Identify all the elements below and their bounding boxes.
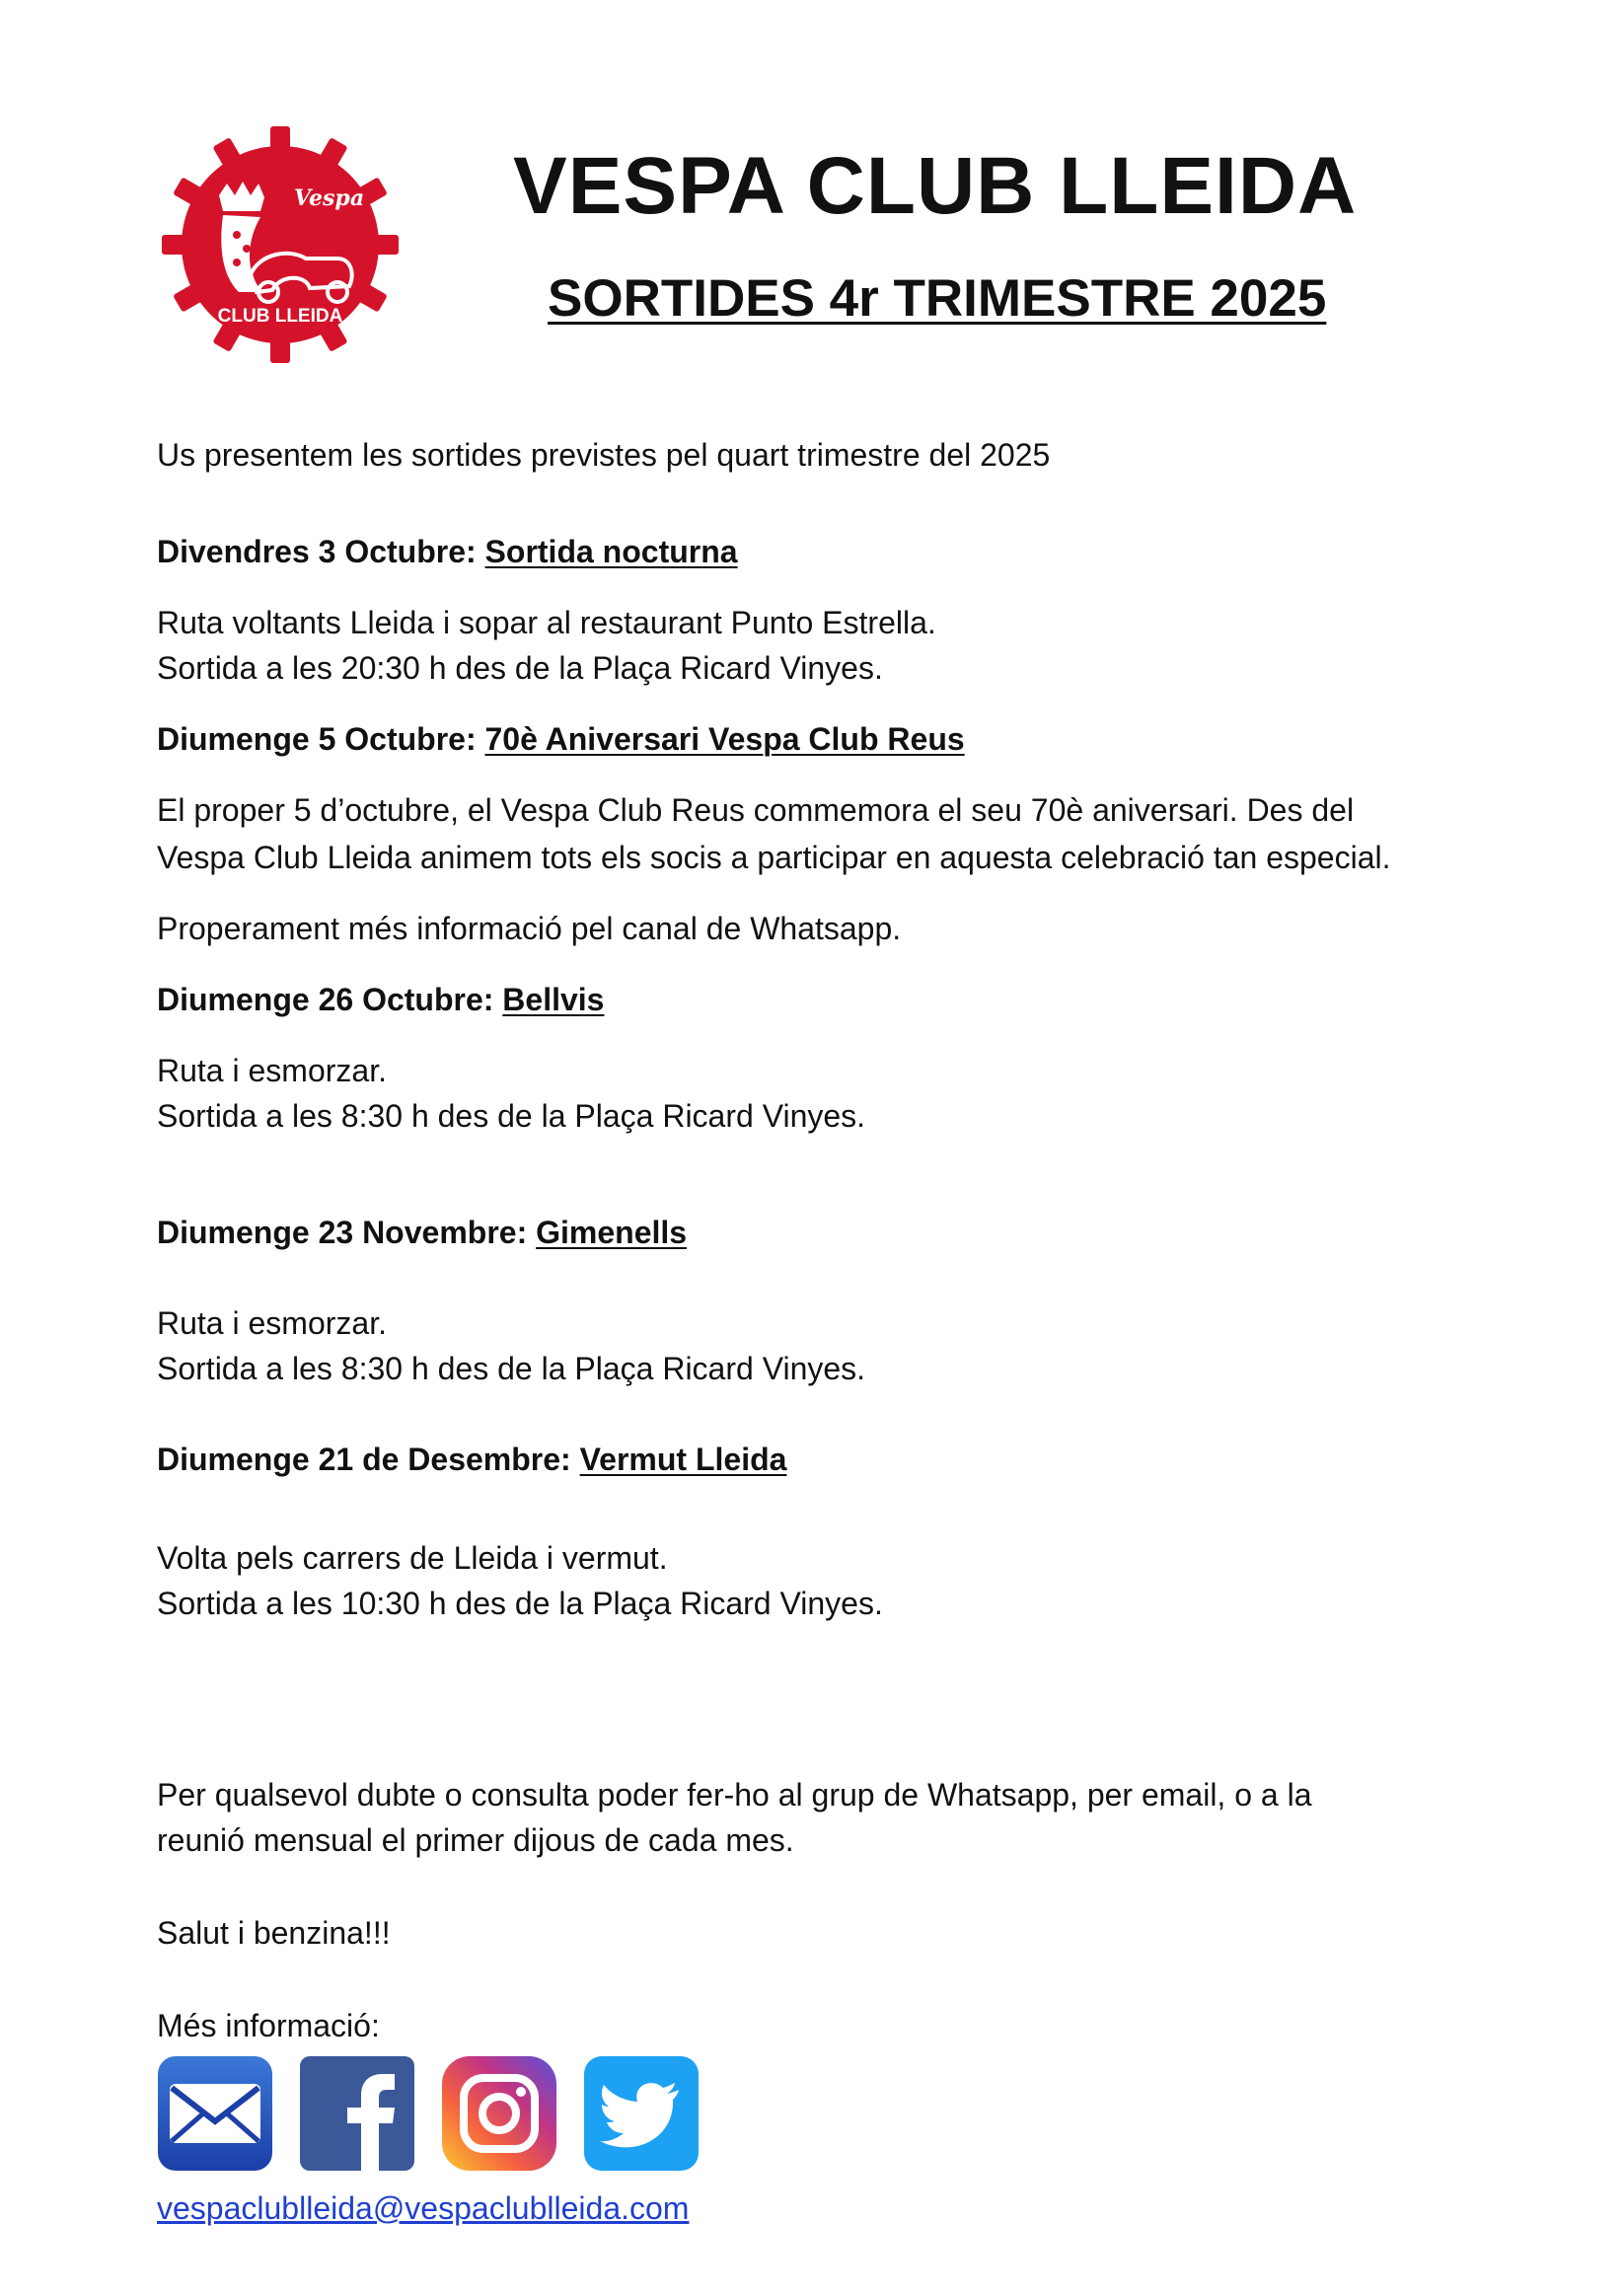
event-name: 70è Aniversari Vespa Club Reus	[484, 721, 965, 757]
event-line: Sortida a les 10:30 h des de la Plaça Ricard Vinyes.	[157, 1586, 883, 1621]
event-line: Sortida a les 8:30 h des de la Plaça Ricard Vinyes.	[157, 1351, 866, 1386]
contact-line: Per qualsevol dubte o consulta poder fer-ho al grup de Whatsapp, per email, o a la	[157, 1777, 1312, 1813]
more-info-label: Més informació:	[157, 2008, 380, 2043]
event-name: Gimenells	[536, 1215, 688, 1250]
event-heading	[157, 716, 965, 762]
event-line: Ruta i esmorzar.	[157, 1305, 387, 1341]
event-line: Ruta i esmorzar.	[157, 1053, 387, 1088]
page-subtitle: SORTIDES 4r TRIMESTRE 2025	[548, 269, 1327, 328]
signoff: Salut i benzina!!!	[157, 1915, 391, 1951]
event-extra: Properament més informació pel canal de Whatsapp.	[157, 911, 902, 946]
facebook-icon[interactable]	[298, 2054, 416, 2173]
event-heading	[157, 1437, 786, 1482]
social-icons	[156, 2054, 701, 2175]
event-heading	[157, 529, 738, 574]
event-line: Vespa Club Lleida animem tots els socis a participar en aquesta celebració tan especial.	[157, 840, 1391, 875]
event-name: Sortida nocturna	[484, 534, 738, 569]
event-line: Ruta voltants Lleida i sopar al restaurant Punto Estrella.	[157, 605, 936, 640]
event-name: Vermut Lleida	[579, 1442, 787, 1477]
logo-text: CLUB LLEIDA	[217, 306, 343, 327]
event-line: Volta pels carrers de Lleida i vermut.	[157, 1540, 668, 1576]
email-link[interactable]: vespaclublleida@vespaclublleida.com	[157, 2190, 690, 2226]
event-heading	[157, 1210, 687, 1255]
event-line: Sortida a les 20:30 h des de la Plaça Ricard Vinyes.	[157, 650, 883, 686]
event-line: El proper 5 d’octubre, el Vespa Club Reus commemora el seu 70è aniversari. Des del	[157, 792, 1355, 828]
contact-line: reunió mensual el primer dijous de cada mes.	[157, 1822, 794, 1858]
event-date: Diumenge 5 Octubre:	[157, 721, 477, 757]
event-date: Diumenge 21 de Desembre:	[157, 1442, 571, 1477]
instagram-icon[interactable]	[440, 2054, 558, 2173]
event-heading	[157, 977, 604, 1022]
event-date: Diumenge 26 Octubre:	[157, 982, 494, 1017]
page-title: VESPA CLUB LLEIDA	[513, 141, 1358, 231]
logo-script: Vespa	[294, 185, 365, 211]
twitter-icon[interactable]	[582, 2054, 701, 2173]
email-icon[interactable]	[156, 2054, 274, 2173]
club-logo	[162, 126, 399, 363]
event-name: Bellvis	[502, 982, 605, 1017]
intro-text: Us presentem les sortides previstes pel quart trimestre del 2025	[157, 437, 1051, 473]
event-date: Divendres 3 Octubre:	[157, 534, 477, 569]
event-date: Diumenge 23 Novembre:	[157, 1215, 528, 1250]
event-line: Sortida a les 8:30 h des de la Plaça Ricard Vinyes.	[157, 1098, 866, 1134]
